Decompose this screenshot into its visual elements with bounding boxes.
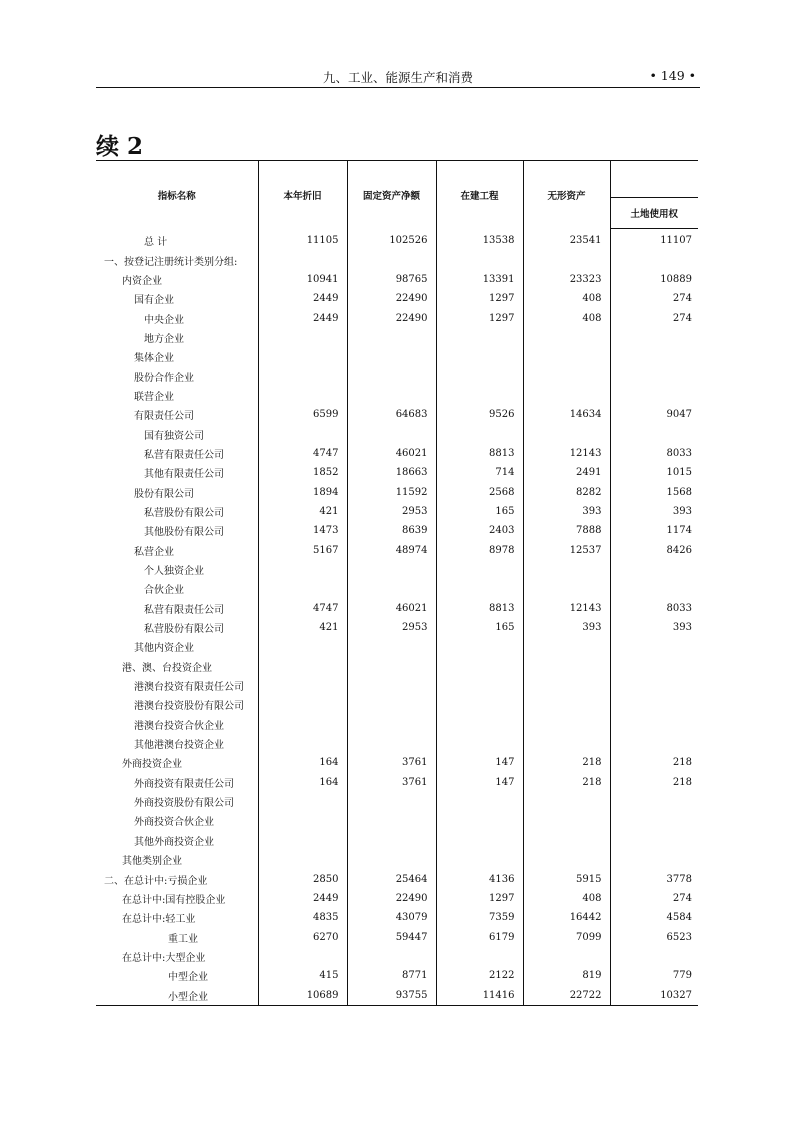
row-value: 415 — [258, 966, 347, 985]
row-value: 8978 — [436, 541, 523, 560]
row-value — [347, 947, 436, 966]
row-value: 59447 — [347, 927, 436, 946]
data-table — [96, 160, 698, 1006]
row-value — [436, 695, 523, 714]
row-value — [436, 386, 523, 405]
row-value: 8813 — [436, 599, 523, 618]
row-label: 私营企业 — [134, 546, 174, 558]
row-value: 22722 — [523, 985, 610, 1005]
row-value: 12143 — [523, 599, 610, 618]
row-value: 43079 — [347, 908, 436, 927]
row-value: 5167 — [258, 541, 347, 560]
row-label: 股份合作企业 — [134, 372, 194, 384]
row-value: 8033 — [610, 599, 698, 618]
row-value — [610, 657, 698, 676]
row-value — [610, 734, 698, 753]
row-value: 2449 — [258, 308, 347, 327]
row-value: 9047 — [610, 405, 698, 424]
row-value — [523, 347, 610, 366]
row-value — [610, 695, 698, 714]
row-value — [347, 560, 436, 579]
row-value — [610, 850, 698, 869]
row-value — [347, 792, 436, 811]
row-value: 23323 — [523, 270, 610, 289]
row-label: 中央企业 — [144, 314, 184, 326]
row-value: 274 — [610, 889, 698, 908]
row-value — [610, 715, 698, 734]
row-value: 11105 — [258, 229, 347, 251]
table-row — [96, 869, 698, 888]
row-value: 2953 — [347, 618, 436, 637]
section-title: 续 2 — [96, 133, 144, 160]
row-value — [523, 676, 610, 695]
table-row — [96, 541, 698, 560]
row-value — [523, 831, 610, 850]
row-value: 3761 — [347, 773, 436, 792]
row-value: 1473 — [258, 521, 347, 540]
row-value — [347, 657, 436, 676]
table-row — [96, 792, 698, 811]
table-row — [96, 308, 698, 327]
row-label: 中型企业 — [168, 972, 208, 984]
page-number: • 149 • — [649, 68, 696, 83]
row-label: 私营股份有限公司 — [144, 507, 224, 519]
row-value — [523, 366, 610, 385]
row-value — [610, 366, 698, 385]
row-label: 重工业 — [168, 933, 198, 945]
row-value: 779 — [610, 966, 698, 985]
row-value — [436, 250, 523, 269]
row-value: 11107 — [610, 229, 698, 251]
row-value: 147 — [436, 753, 523, 772]
table-row — [96, 618, 698, 637]
table-row — [96, 889, 698, 908]
row-value — [347, 250, 436, 269]
row-value — [523, 637, 610, 656]
row-value: 1297 — [436, 889, 523, 908]
row-value: 2568 — [436, 482, 523, 501]
row-value — [436, 831, 523, 850]
row-value — [258, 695, 347, 714]
row-label: 集体企业 — [134, 353, 174, 365]
row-label: 其他有限责任公司 — [144, 469, 224, 481]
table-row — [96, 811, 698, 830]
row-value — [436, 657, 523, 676]
row-value: 819 — [523, 966, 610, 985]
row-value: 218 — [523, 753, 610, 772]
row-value: 218 — [610, 773, 698, 792]
row-value — [258, 424, 347, 443]
row-value: 5915 — [523, 869, 610, 888]
row-value: 2122 — [436, 966, 523, 985]
row-label: 私营有限责任公司 — [144, 604, 224, 616]
row-value: 64683 — [347, 405, 436, 424]
row-label: 总 计 — [144, 236, 168, 248]
table-row — [96, 715, 698, 734]
row-value — [347, 811, 436, 830]
row-value — [436, 734, 523, 753]
row-value: 9526 — [436, 405, 523, 424]
row-label: 外商投资股份有限公司 — [134, 798, 234, 810]
table-row — [96, 502, 698, 521]
row-value: 7888 — [523, 521, 610, 540]
row-value — [523, 579, 610, 598]
row-label: 其他类别企业 — [122, 856, 182, 868]
row-value — [347, 579, 436, 598]
row-value — [347, 695, 436, 714]
page-header — [96, 68, 700, 86]
row-value — [436, 811, 523, 830]
row-value — [523, 560, 610, 579]
row-value: 6179 — [436, 927, 523, 946]
row-value: 7099 — [523, 927, 610, 946]
row-value — [258, 328, 347, 347]
row-value — [347, 328, 436, 347]
row-value: 393 — [523, 502, 610, 521]
row-label: 其他港澳台投资企业 — [134, 740, 224, 752]
row-value — [610, 347, 698, 366]
table-row — [96, 463, 698, 482]
row-value: 14634 — [523, 405, 610, 424]
row-value — [258, 579, 347, 598]
row-value: 23541 — [523, 229, 610, 251]
row-value: 12537 — [523, 541, 610, 560]
table-row — [96, 637, 698, 656]
table-row — [96, 444, 698, 463]
row-label: 港澳台投资股份有限公司 — [134, 701, 244, 713]
row-value: 408 — [523, 289, 610, 308]
header-rule — [96, 87, 700, 88]
row-label: 国有独资公司 — [144, 430, 204, 442]
row-value — [347, 850, 436, 869]
header-title: 九、工业、能源生产和消费 — [322, 70, 473, 85]
table-row — [96, 328, 698, 347]
row-value: 102526 — [347, 229, 436, 251]
row-value — [523, 734, 610, 753]
column-header-land-use-right: 土地使用权 — [610, 198, 698, 229]
row-value: 6523 — [610, 927, 698, 946]
row-value — [347, 386, 436, 405]
row-value: 6599 — [258, 405, 347, 424]
column-header-land-top — [610, 161, 698, 198]
row-value — [436, 947, 523, 966]
row-value — [436, 850, 523, 869]
table-row — [96, 831, 698, 850]
row-value: 6270 — [258, 927, 347, 946]
table-row — [96, 676, 698, 695]
row-value — [258, 637, 347, 656]
row-value — [610, 560, 698, 579]
row-value — [436, 637, 523, 656]
row-value — [258, 715, 347, 734]
row-value — [610, 579, 698, 598]
row-value: 7359 — [436, 908, 523, 927]
column-header-construction: 在建工程 — [436, 161, 523, 229]
row-value — [347, 366, 436, 385]
row-value: 48974 — [347, 541, 436, 560]
row-value: 4747 — [258, 599, 347, 618]
row-label: 小型企业 — [96, 985, 258, 1005]
row-value: 13391 — [436, 270, 523, 289]
row-value — [610, 250, 698, 269]
row-value: 393 — [610, 618, 698, 637]
row-value: 2449 — [258, 289, 347, 308]
row-value: 1568 — [610, 482, 698, 501]
row-value: 165 — [436, 502, 523, 521]
row-value: 2449 — [258, 889, 347, 908]
table-row — [96, 734, 698, 753]
row-value: 147 — [436, 773, 523, 792]
row-value: 1894 — [258, 482, 347, 501]
row-value — [523, 657, 610, 676]
row-value — [523, 695, 610, 714]
row-value — [258, 676, 347, 695]
table-row — [96, 947, 698, 966]
row-value — [258, 850, 347, 869]
row-value: 421 — [258, 618, 347, 637]
table-row — [96, 985, 698, 1005]
row-value: 1015 — [610, 463, 698, 482]
table-row — [96, 289, 698, 308]
table-row — [96, 405, 698, 424]
row-label: 在总计中:大型企业 — [122, 952, 206, 964]
table-row — [96, 366, 698, 385]
row-value: 11416 — [436, 985, 523, 1005]
row-value — [523, 850, 610, 869]
column-header-depreciation: 本年折旧 — [258, 161, 347, 229]
row-value — [610, 637, 698, 656]
row-value: 46021 — [347, 599, 436, 618]
row-value — [258, 347, 347, 366]
table-row — [96, 386, 698, 405]
row-value: 4835 — [258, 908, 347, 927]
row-value: 8033 — [610, 444, 698, 463]
row-value: 3778 — [610, 869, 698, 888]
row-value: 10941 — [258, 270, 347, 289]
row-value: 164 — [258, 773, 347, 792]
table-row — [96, 908, 698, 927]
row-value: 4136 — [436, 869, 523, 888]
row-label: 一、按登记注册统计类别分组: — [104, 256, 238, 268]
row-value — [258, 366, 347, 385]
row-value: 8639 — [347, 521, 436, 540]
row-value — [347, 734, 436, 753]
row-value: 1174 — [610, 521, 698, 540]
row-value: 2850 — [258, 869, 347, 888]
row-value: 408 — [523, 889, 610, 908]
row-value — [258, 250, 347, 269]
row-value: 25464 — [347, 869, 436, 888]
row-value: 1297 — [436, 308, 523, 327]
row-value — [610, 676, 698, 695]
row-value: 408 — [523, 308, 610, 327]
row-value — [436, 579, 523, 598]
row-label: 有限责任公司 — [134, 411, 194, 423]
row-value — [610, 831, 698, 850]
table-row — [96, 270, 698, 289]
row-value: 22490 — [347, 308, 436, 327]
table-row — [96, 347, 698, 366]
row-label: 其他外商投资企业 — [134, 836, 214, 848]
row-label: 外商投资有限责任公司 — [134, 778, 234, 790]
row-label: 联营企业 — [134, 391, 174, 403]
row-label: 合伙企业 — [144, 585, 184, 597]
row-value — [436, 347, 523, 366]
row-label: 个人独资企业 — [144, 566, 204, 578]
row-label: 港澳台投资合伙企业 — [134, 720, 224, 732]
row-value — [258, 831, 347, 850]
column-header-net-fixed-assets: 固定资产净额 — [347, 161, 436, 229]
column-header-name: 指标名称 — [96, 161, 258, 229]
row-value — [523, 424, 610, 443]
row-value — [436, 792, 523, 811]
row-value — [523, 792, 610, 811]
row-value — [610, 386, 698, 405]
row-value: 714 — [436, 463, 523, 482]
row-value — [523, 811, 610, 830]
row-value: 1297 — [436, 289, 523, 308]
table-row — [96, 521, 698, 540]
row-value: 10689 — [258, 985, 347, 1005]
row-value: 10889 — [610, 270, 698, 289]
row-value — [347, 831, 436, 850]
row-value — [436, 715, 523, 734]
table-row — [96, 850, 698, 869]
row-value — [523, 947, 610, 966]
row-value: 8813 — [436, 444, 523, 463]
row-label: 内资企业 — [122, 275, 162, 287]
row-value: 218 — [523, 773, 610, 792]
row-label: 其他内资企业 — [134, 643, 194, 655]
row-value: 98765 — [347, 270, 436, 289]
table-row — [96, 657, 698, 676]
table-row — [96, 250, 698, 269]
row-value — [258, 386, 347, 405]
row-value — [436, 366, 523, 385]
table-row — [96, 424, 698, 443]
row-value — [436, 328, 523, 347]
row-label: 港澳台投资有限责任公司 — [134, 682, 244, 694]
row-value: 393 — [610, 502, 698, 521]
row-label: 国有企业 — [134, 295, 174, 307]
row-value: 164 — [258, 753, 347, 772]
row-value: 10327 — [610, 985, 698, 1005]
row-value — [258, 947, 347, 966]
table-row — [96, 695, 698, 714]
row-value — [610, 947, 698, 966]
row-value: 393 — [523, 618, 610, 637]
row-value — [258, 811, 347, 830]
table-row — [96, 966, 698, 985]
row-label: 股份有限公司 — [134, 488, 194, 500]
row-value — [347, 676, 436, 695]
row-value — [436, 560, 523, 579]
row-value: 11592 — [347, 482, 436, 501]
row-value: 274 — [610, 308, 698, 327]
row-value — [523, 250, 610, 269]
row-value: 93755 — [347, 985, 436, 1005]
row-value — [258, 792, 347, 811]
table-row — [96, 599, 698, 618]
table-row — [96, 579, 698, 598]
row-value — [610, 792, 698, 811]
row-value: 4747 — [258, 444, 347, 463]
row-value: 4584 — [610, 908, 698, 927]
row-value: 2491 — [523, 463, 610, 482]
table-row — [96, 753, 698, 772]
row-label: 在总计中:轻工业 — [122, 914, 196, 926]
row-value — [258, 734, 347, 753]
row-label: 港、澳、台投资企业 — [122, 662, 212, 674]
row-value — [610, 811, 698, 830]
row-label: 外商投资合伙企业 — [134, 817, 214, 829]
row-value — [347, 347, 436, 366]
row-value: 13538 — [436, 229, 523, 251]
row-value: 18663 — [347, 463, 436, 482]
row-value — [523, 328, 610, 347]
table-row — [96, 560, 698, 579]
row-value: 22490 — [347, 889, 436, 908]
row-label: 私营有限责任公司 — [144, 449, 224, 461]
row-value: 46021 — [347, 444, 436, 463]
row-value: 22490 — [347, 289, 436, 308]
row-value: 8426 — [610, 541, 698, 560]
row-value: 2953 — [347, 502, 436, 521]
row-value — [523, 715, 610, 734]
row-value — [436, 424, 523, 443]
row-value: 8282 — [523, 482, 610, 501]
row-value — [258, 560, 347, 579]
row-value: 8771 — [347, 966, 436, 985]
row-value: 16442 — [523, 908, 610, 927]
row-value: 12143 — [523, 444, 610, 463]
table-row — [96, 927, 698, 946]
row-label: 地方企业 — [144, 333, 184, 345]
table-row — [96, 229, 698, 251]
row-value — [523, 386, 610, 405]
row-label: 其他股份有限公司 — [144, 527, 224, 539]
row-label: 私营股份有限公司 — [144, 624, 224, 636]
table-body — [96, 229, 698, 1006]
row-value: 3761 — [347, 753, 436, 772]
row-value — [258, 657, 347, 676]
row-value — [347, 424, 436, 443]
table-row — [96, 482, 698, 501]
row-value: 218 — [610, 753, 698, 772]
row-value: 2403 — [436, 521, 523, 540]
row-value: 274 — [610, 289, 698, 308]
table-row — [96, 773, 698, 792]
row-label: 二、在总计中:亏损企业 — [104, 875, 208, 887]
row-value — [347, 715, 436, 734]
row-value: 1852 — [258, 463, 347, 482]
row-value: 165 — [436, 618, 523, 637]
row-value: 421 — [258, 502, 347, 521]
row-value — [436, 676, 523, 695]
row-value — [610, 424, 698, 443]
row-label: 在总计中:国有控股企业 — [122, 894, 226, 906]
column-header-intangible: 无形资产 — [523, 161, 610, 229]
row-label: 外商投资企业 — [122, 759, 182, 771]
row-value — [610, 328, 698, 347]
row-value — [347, 637, 436, 656]
